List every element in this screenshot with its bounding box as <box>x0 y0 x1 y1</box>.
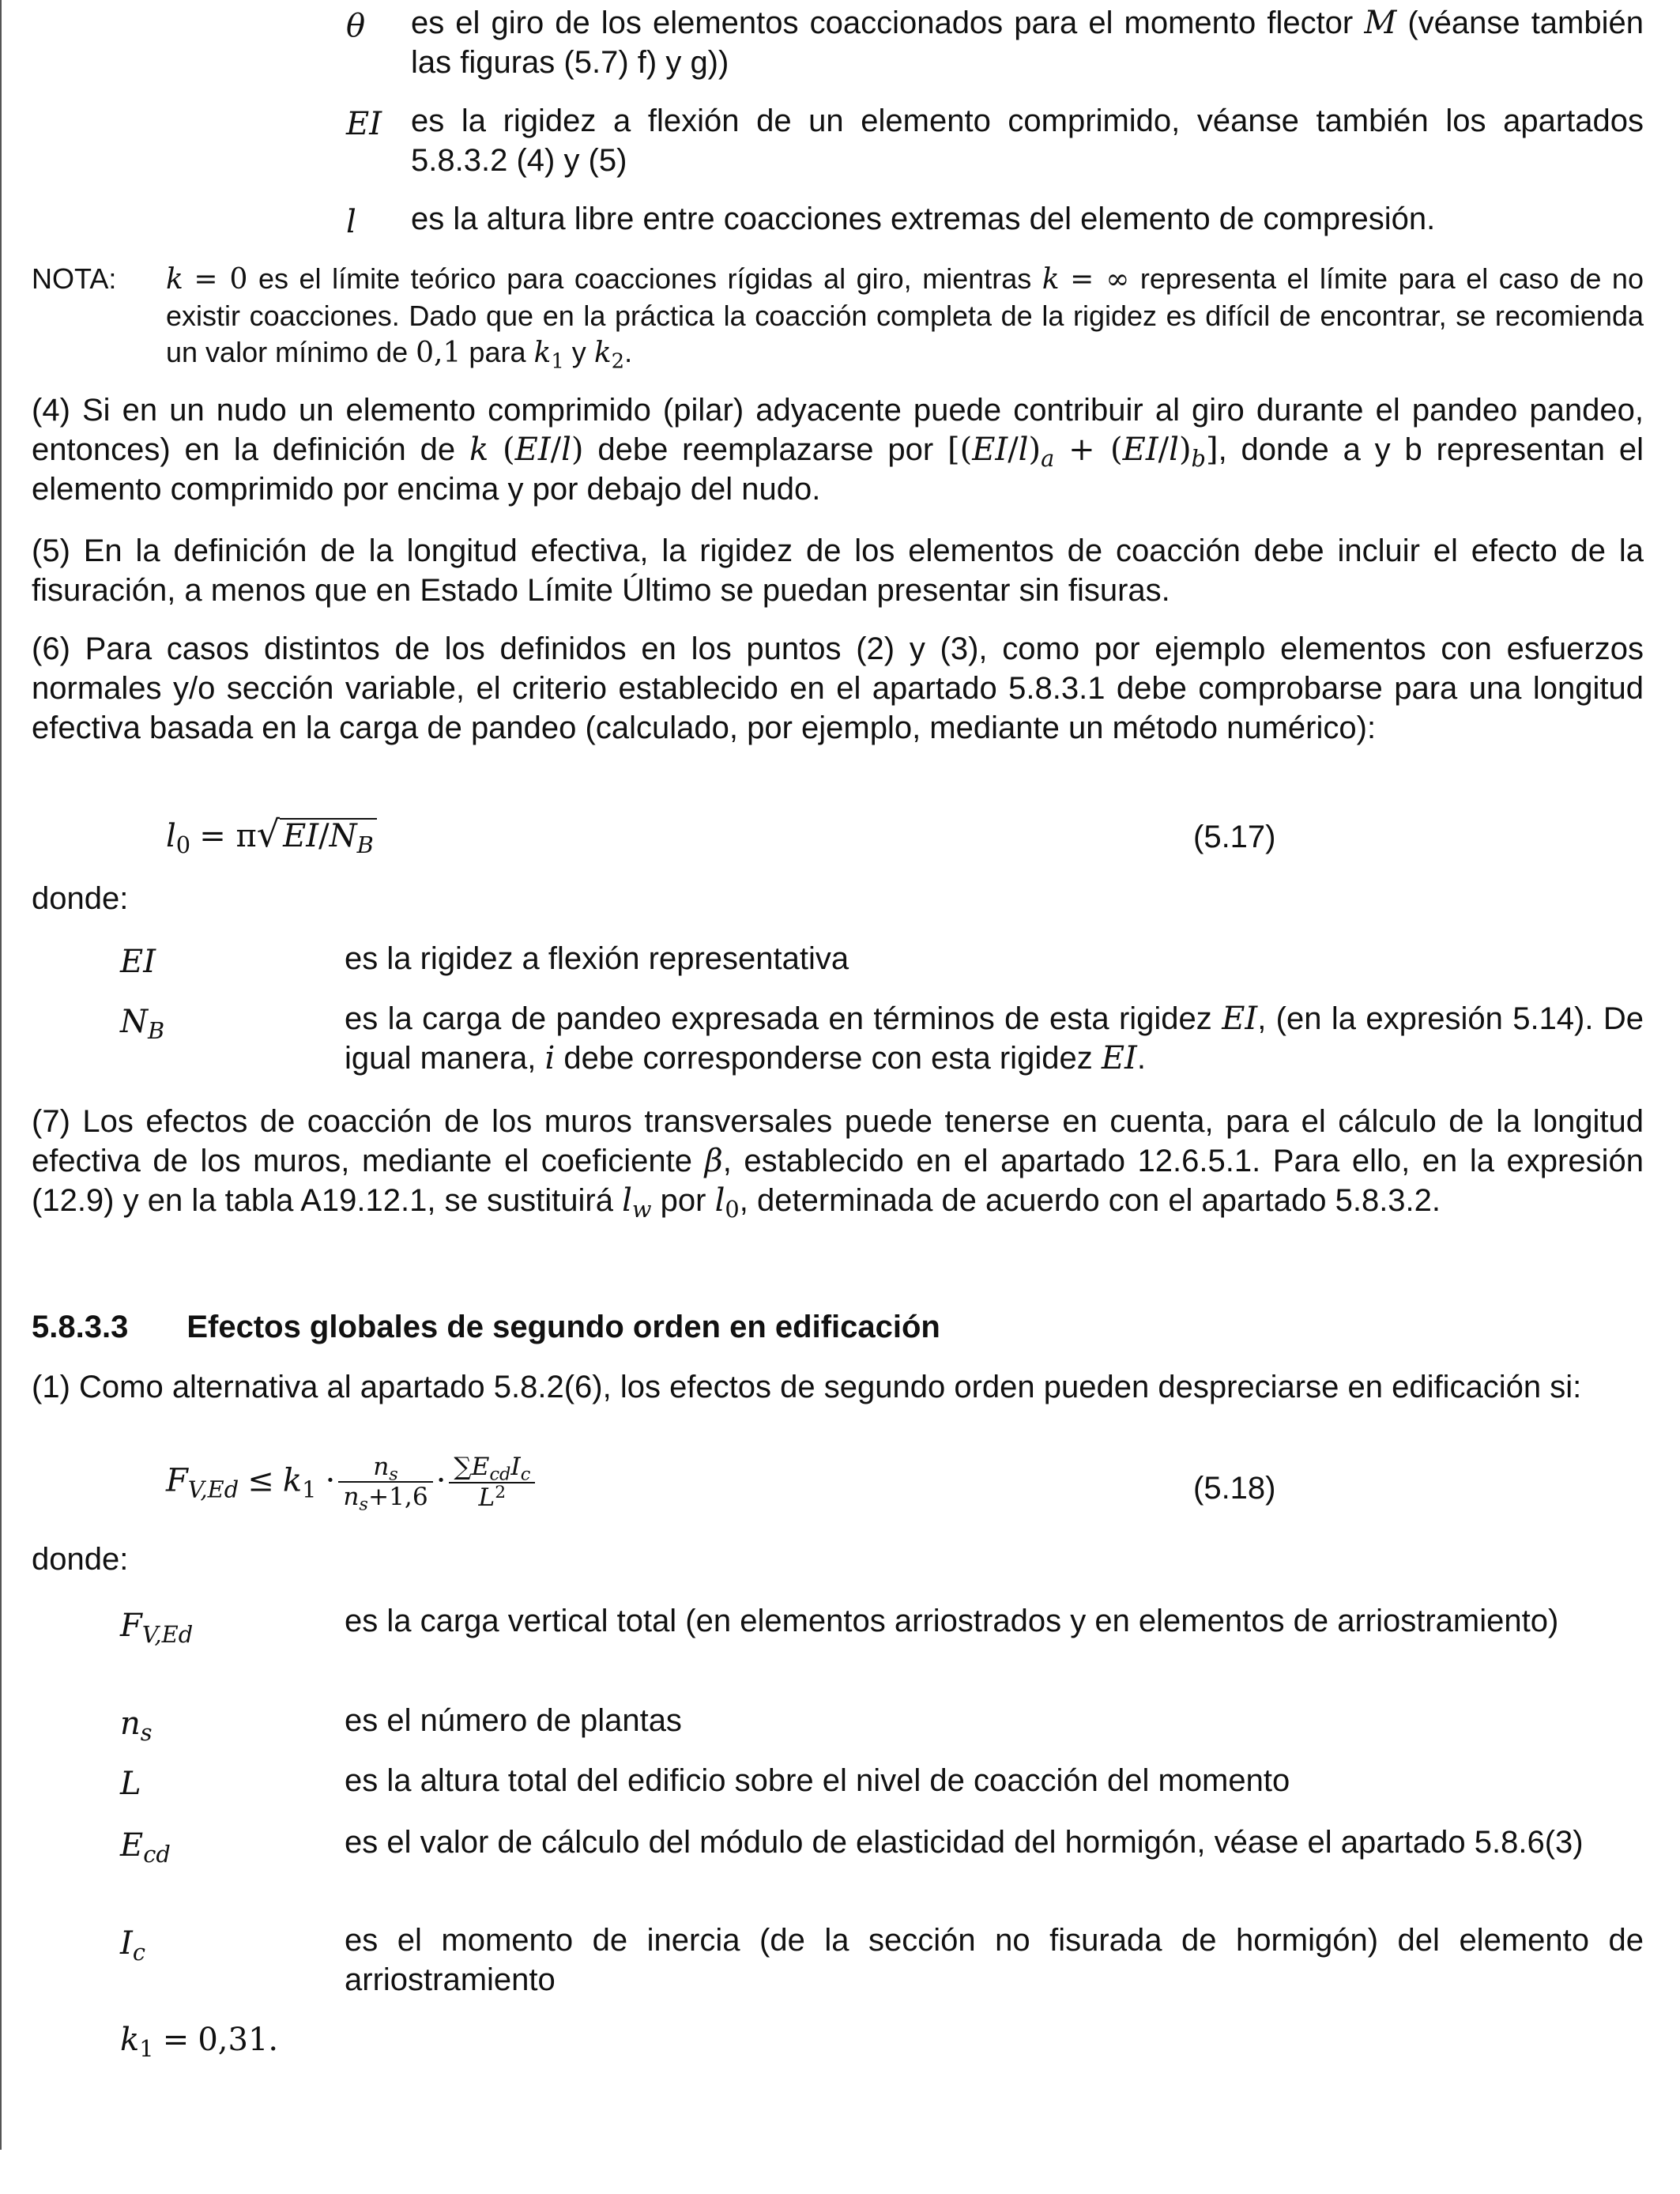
definition-ns: es el número de plantas <box>345 1703 682 1738</box>
symbol-FVEd: $F_{V,Ed}$ <box>120 1608 194 1649</box>
donde-label-1: donde: <box>32 881 129 916</box>
symbol-Ic: $I_c$ <box>120 1925 145 1966</box>
equation-number-5-17: (5.17) <box>1193 820 1276 854</box>
donde-label-2: donde: <box>32 1542 129 1577</box>
symbol-theta: θ <box>346 8 366 44</box>
symbol-ns: $n_s$ <box>120 1706 153 1747</box>
equation-5-18: $F_{V,Ed} \le k_1$ · $\frac{n_s}{n_s+1,6}$ · $\frac{\sum E_{cd}I_c}{L^2}$ <box>166 1453 538 1513</box>
definition-FVEd: es la carga vertical total (en elementos arriostrados y en elementos de arriostramiento) <box>345 1604 1559 1638</box>
definition-Ecd: es el valor de cálculo del módulo de elasticidad del hormigón, véase el apartado 5.8.6(3) <box>345 1825 1584 1860</box>
paragraph-4: (4) Si en un nudo un elemento comprimido (pilar) adyacente puede contribuir al giro durante el pandeo pandeo, entonces) en la definición de k (EI/l) debe reemplazarse por $[(EI/l)_a + (EI/l)_b]$, donde a y b representan el elemento comprimido por encima y por debajo del nudo. <box>32 393 1644 507</box>
page-left-border <box>0 0 2 2150</box>
symbol-Ecd: $E_{cd}$ <box>120 1827 171 1868</box>
definition-l: es la altura libre entre coacciones extremas del elemento de compresión. <box>411 202 1436 236</box>
paragraph-7: (7) Los efectos de coacción de los muros transversales puede tenerse en cuenta, para el cálculo de la longitud efectiva de los muros, mediante el coeficiente β, establecido en el apartado 12.6.5.1. Para ello, en la expresión (12.9) y en la tabla A19.12.1, se sustituirá $l_w$ por $l_0$, determinada de acuerdo con el apartado 5.8.3.2. <box>32 1104 1644 1223</box>
equation-5-17: $l_0 = \pi√$ $EI/N_B$ <box>166 814 377 856</box>
note-text: k = 0 es el límite teórico para coacciones rígidas al giro, mientras k = ∞ representa el límite para el caso de no existir coacciones. Dado que en la práctica la coacción completa de la rigidez es difícil de encontrar, se recomienda un valor mínimo de 0,1 para $k_1$ y $k_2$. <box>166 262 1644 374</box>
note-label: NOTA: <box>32 262 117 295</box>
paragraph-5: (5) En la definición de la longitud efectiva, la rigidez de los elementos de coacción debe incluir el efecto de la fisuración, a menos que en Estado Límite Último se puedan presentar sin fisuras. <box>32 533 1644 608</box>
definition-L: es la altura total del edificio sobre el nivel de coacción del momento <box>345 1763 1290 1798</box>
section-heading: 5.8.3.3 Efectos globales de segundo orden en edificación <box>32 1310 940 1344</box>
equation-number-5-18: (5.18) <box>1193 1471 1276 1506</box>
k1-value: $k_1 = 0,31$. <box>120 2022 279 2063</box>
definition-theta: es el giro de los elementos coaccionados para el momento flector M (véanse también las figuras (5.7) f) y g)) <box>411 5 1644 80</box>
paragraph-6: (6) Para casos distintos de los definidos en los puntos (2) y (3), como por ejemplo elementos con esfuerzos normales y/o sección variable, el criterio establecido en el apartado 5.8.3.1 debe comprobarse para una longitud efectiva basada en la carga de pandeo (calculado, por ejemplo, mediante un método numérico): <box>32 631 1644 745</box>
symbol-NB: $N_B$ <box>120 1004 165 1045</box>
symbol-EI-2: EI <box>120 944 156 980</box>
definition-Ic: es el momento de inercia (de la sección no fisurada de hormigón) del elemento de arriostramiento <box>345 1923 1644 1997</box>
definition-NB: es la carga de pandeo expresada en términos de esta rigidez EI, (en la expresión 5.14). De igual manera, i debe corresponderse con esta rigidez EI. <box>345 1001 1644 1076</box>
symbol-L: L <box>120 1766 141 1802</box>
definition-EI: es la rigidez a flexión de un elemento comprimido, véanse también los apartados 5.8.3.2 (4) y (5) <box>411 104 1644 178</box>
paragraph-1: (1) Como alternativa al apartado 5.8.2(6), los efectos de segundo orden pueden despreciarse en edificación si: <box>32 1370 1582 1404</box>
definition-EI-2: es la rigidez a flexión representativa <box>345 941 849 976</box>
symbol-EI: EI <box>346 106 382 142</box>
symbol-l: l <box>346 204 356 240</box>
